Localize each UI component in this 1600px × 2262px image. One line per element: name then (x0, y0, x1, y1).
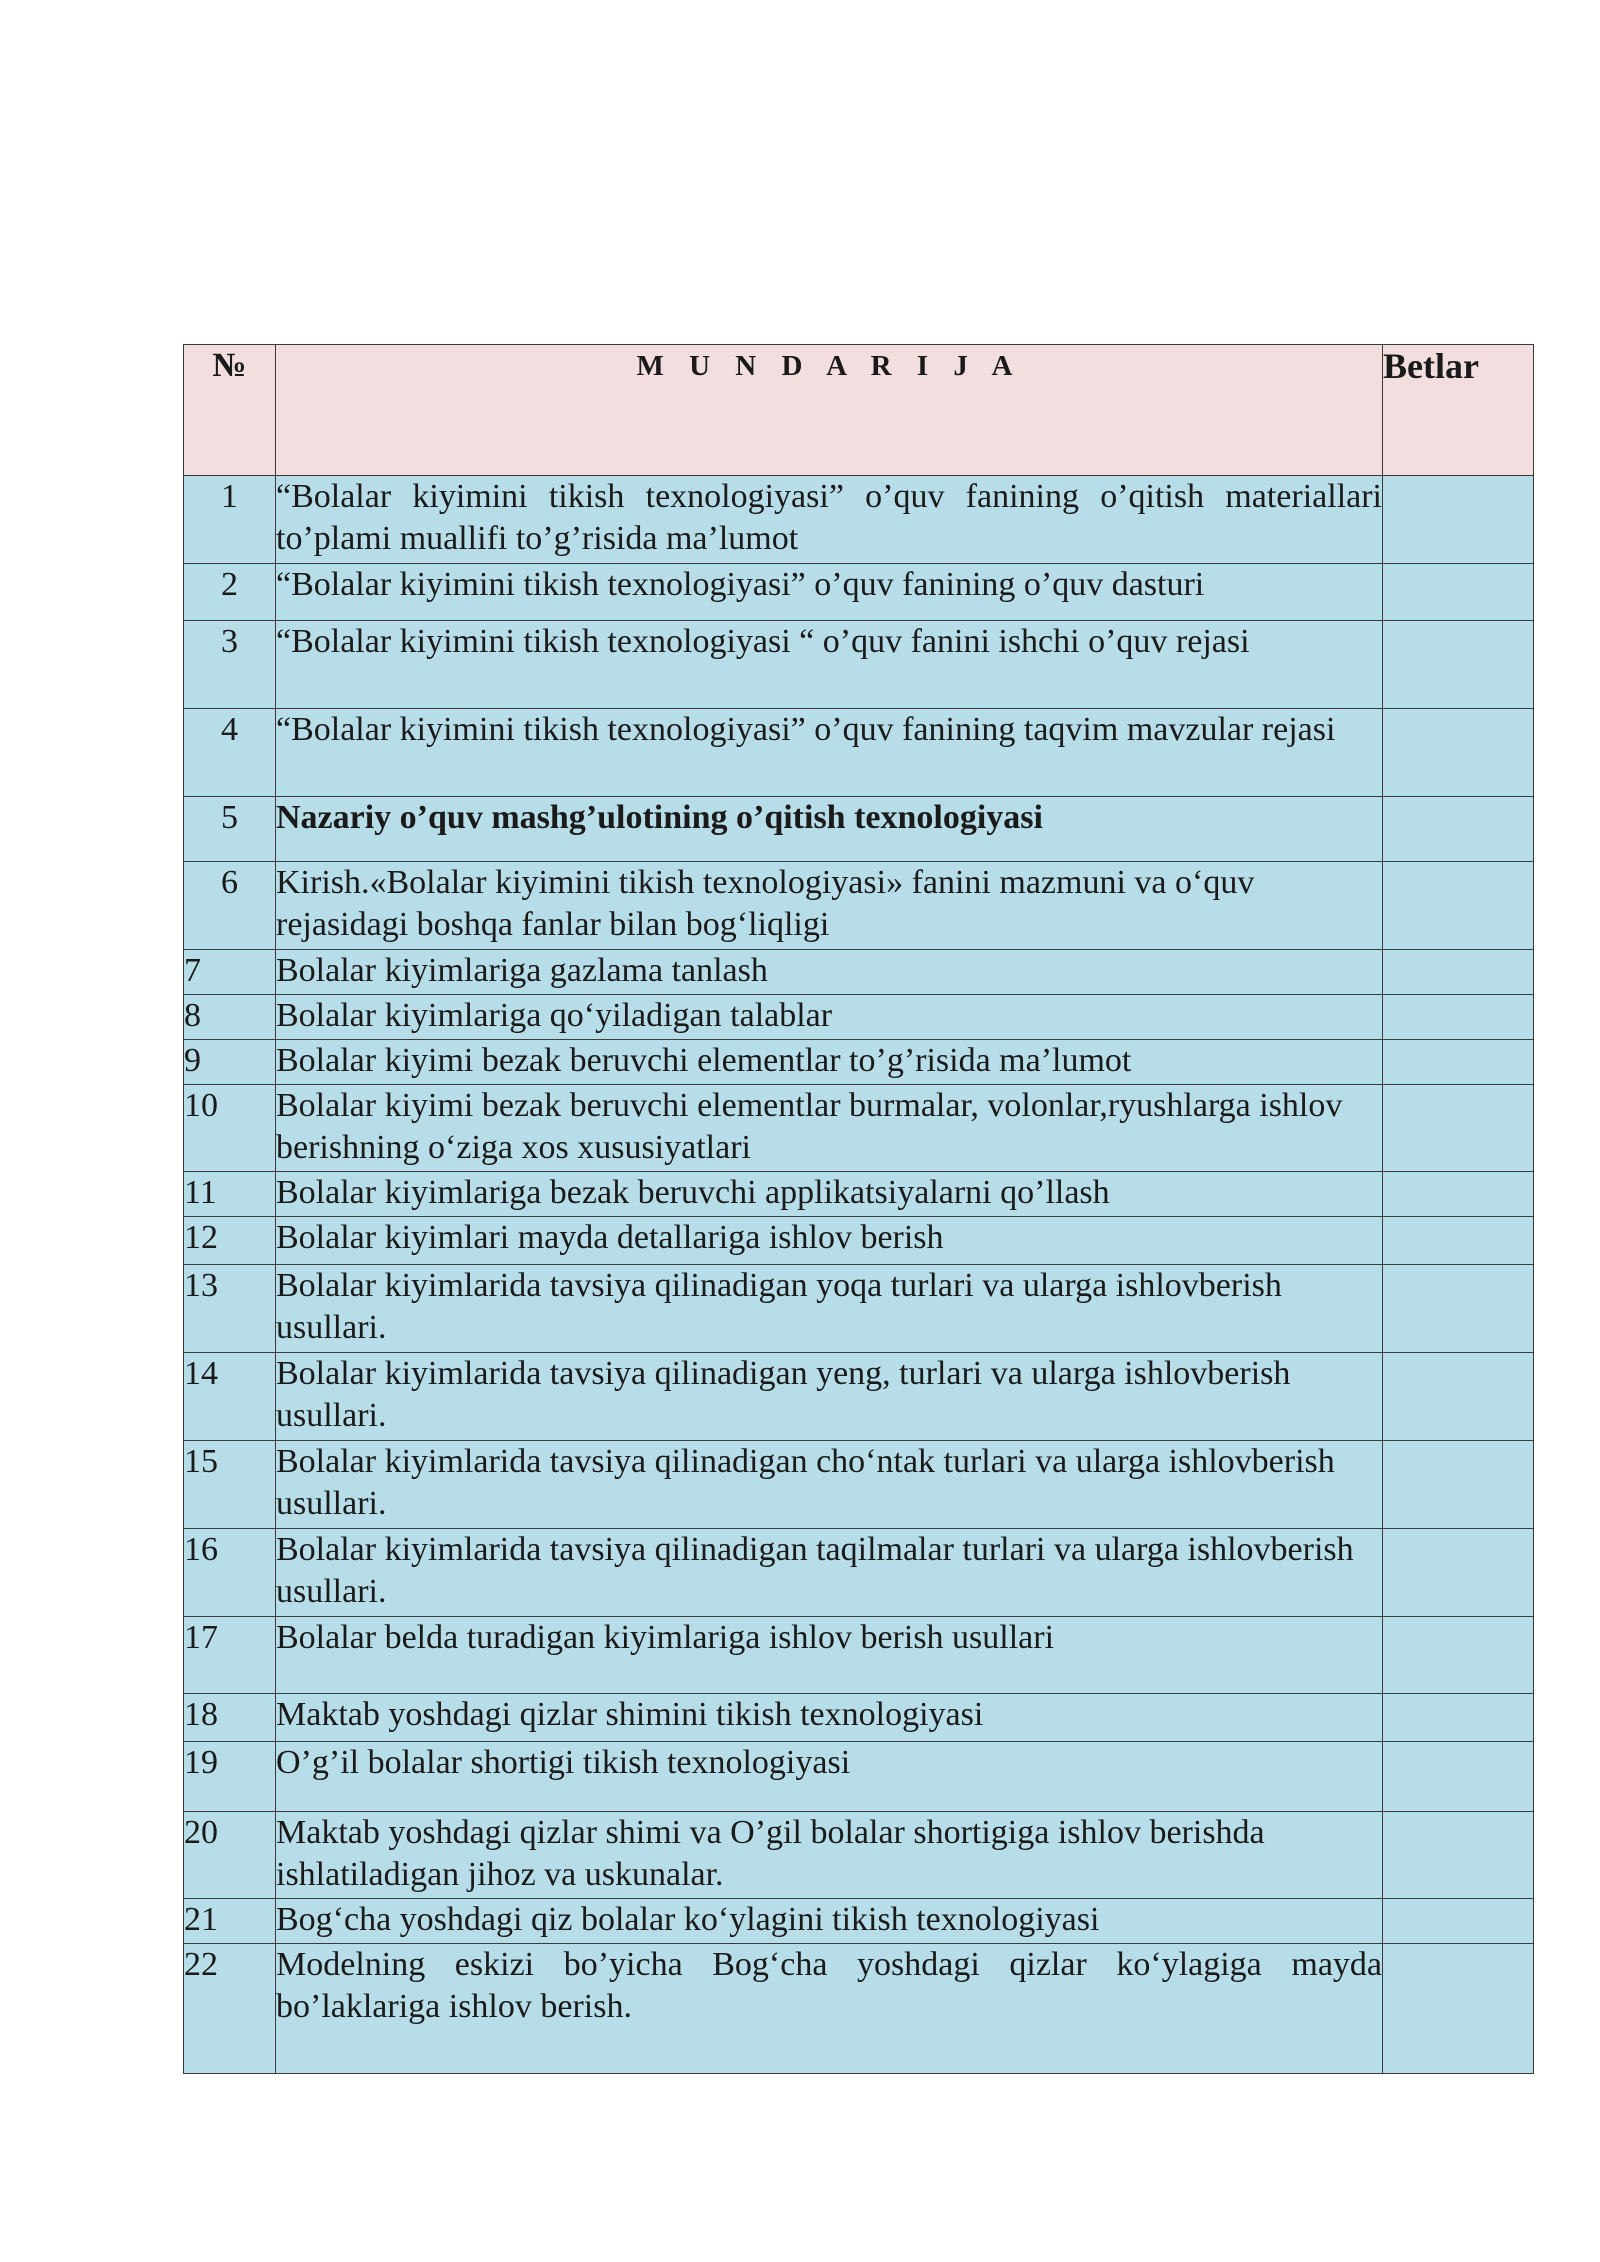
row-title: “Bolalar kiyimini tikish texnologiyasi “ o’quv fanini ishchi o’quv rejasi (276, 621, 1383, 709)
row-title: Bolalar kiyimi bezak beruvchi elementlar to’g’risida ma’lumot (276, 1040, 1383, 1085)
page-cell (1383, 1265, 1534, 1353)
row-number: 20 (184, 1812, 276, 1899)
row-title: Bolalar belda turadigan kiyimlariga ishlov berish usullari (276, 1617, 1383, 1694)
row-title: Bog‘cha yoshdagi qiz bolalar ko‘ylagini tikish texnologiyasi (276, 1899, 1383, 1944)
row-title: Maktab yoshdagi qizlar shimi va O’gil bolalar shortigiga ishlov berishda ishlatiladigan jihoz va uskunalar. (276, 1812, 1383, 1899)
row-title: Bolalar kiyimlariga gazlama tanlash (276, 950, 1383, 995)
page-cell (1383, 1694, 1534, 1742)
row-number: 16 (184, 1529, 276, 1617)
table-row (184, 1529, 1534, 1617)
table-row (184, 1353, 1534, 1441)
table-row (184, 709, 1534, 797)
page-cell (1383, 1217, 1534, 1265)
row-number: 6 (184, 862, 276, 950)
table-row (184, 797, 1534, 862)
page-cell (1383, 564, 1534, 621)
page-cell (1383, 995, 1534, 1040)
row-number: 4 (184, 709, 276, 797)
page-cell (1383, 1353, 1534, 1441)
row-number: 17 (184, 1617, 276, 1694)
page-cell (1383, 1944, 1534, 2074)
table-row (184, 950, 1534, 995)
page-cell (1383, 1040, 1534, 1085)
page-cell (1383, 1441, 1534, 1529)
page-cell (1383, 476, 1534, 564)
row-number: 19 (184, 1742, 276, 1812)
row-number: 1 (184, 476, 276, 564)
row-title: Kirish.«Bolalar kiyimini tikish texnologiyasi» fanini mazmuni va o‘quv rejasidagi boshqa fanlar bilan bog‘liqligi (276, 862, 1383, 950)
page-cell (1383, 797, 1534, 862)
row-title: Bolalar kiyimlari mayda detallariga ishlov berish (276, 1217, 1383, 1265)
row-number: 13 (184, 1265, 276, 1353)
row-title: O’g’il bolalar shortigi tikish texnologiyasi (276, 1742, 1383, 1812)
row-number: 5 (184, 797, 276, 862)
page-cell (1383, 1899, 1534, 1944)
table-row (184, 1172, 1534, 1217)
page-cell (1383, 1529, 1534, 1617)
table-row (184, 1085, 1534, 1172)
table-row (184, 995, 1534, 1040)
page-cell (1383, 1617, 1534, 1694)
table-header-row (184, 345, 1534, 476)
row-title: Bolalar kiyimi bezak beruvchi elementlar burmalar, volonlar,ryushlarga ishlov berishning o‘ziga xos xususiyatlari (276, 1085, 1383, 1172)
page-cell (1383, 1812, 1534, 1899)
contents-heading: M U N D A R I J A (276, 345, 1383, 476)
page-cell (1383, 1742, 1534, 1812)
row-number: 12 (184, 1217, 276, 1265)
page-cell (1383, 950, 1534, 995)
row-title: Bolalar kiyimlariga bezak beruvchi applikatsiyalarni qo’llash (276, 1172, 1383, 1217)
table-row (184, 1812, 1534, 1899)
row-number: 21 (184, 1899, 276, 1944)
row-number: 2 (184, 564, 276, 621)
row-number: 7 (184, 950, 276, 995)
table-row (184, 862, 1534, 950)
table-row (184, 1694, 1534, 1742)
row-title: Nazariy o’quv mashg’ulotining o’qitish texnologiyasi (276, 797, 1383, 862)
row-number: 9 (184, 1040, 276, 1085)
page-cell (1383, 709, 1534, 797)
row-title: “Bolalar kiyimini tikish texnologiyasi” o’quv fanining o’quv dasturi (276, 564, 1383, 621)
row-number: 14 (184, 1353, 276, 1441)
table-row (184, 1944, 1534, 2074)
row-number: 11 (184, 1172, 276, 1217)
table-row (184, 1217, 1534, 1265)
row-title: Bolalar kiyimlarida tavsiya qilinadigan taqilmalar turlari va ularga ishlovberish usullari. (276, 1529, 1383, 1617)
row-title: Modelning eskizi bo’yicha Bog‘cha yoshdagi qizlar ko‘ylagiga mayda bo’laklariga ishlov berish. (276, 1944, 1383, 2074)
pages-column-header: Betlar (1383, 345, 1534, 476)
table-row (184, 1040, 1534, 1085)
page-cell (1383, 1172, 1534, 1217)
page-cell (1383, 1085, 1534, 1172)
contents-table (183, 344, 1534, 2074)
row-title: Bolalar kiyimlarida tavsiya qilinadigan yeng, turlari va ularga ishlovberish usullari. (276, 1353, 1383, 1441)
table-row (184, 1899, 1534, 1944)
number-column-header: № (184, 345, 276, 476)
row-title: “Bolalar kiyimini tikish texnologiyasi” o’quv fanining o’qitish materiallari to’plami muallifi to’g’risida ma’lumot (276, 476, 1383, 564)
page-cell (1383, 862, 1534, 950)
table-row (184, 476, 1534, 564)
row-title: Bolalar kiyimlarida tavsiya qilinadigan yoqa turlari va ularga ishlovberish usullari. (276, 1265, 1383, 1353)
row-title: Maktab yoshdagi qizlar shimini tikish texnologiyasi (276, 1694, 1383, 1742)
table-row (184, 1441, 1534, 1529)
table-row (184, 621, 1534, 709)
table-row (184, 1617, 1534, 1694)
row-title: “Bolalar kiyimini tikish texnologiyasi” o’quv fanining taqvim mavzular rejasi (276, 709, 1383, 797)
row-title: Bolalar kiyimlarida tavsiya qilinadigan cho‘ntak turlari va ularga ishlovberish usullari. (276, 1441, 1383, 1529)
table-row (184, 1265, 1534, 1353)
table-row (184, 564, 1534, 621)
row-title: Bolalar kiyimlariga qo‘yiladigan talablar (276, 995, 1383, 1040)
page-cell (1383, 621, 1534, 709)
row-number: 8 (184, 995, 276, 1040)
row-number: 18 (184, 1694, 276, 1742)
row-number: 10 (184, 1085, 276, 1172)
table-row (184, 1742, 1534, 1812)
row-number: 15 (184, 1441, 276, 1529)
row-number: 22 (184, 1944, 276, 2074)
row-number: 3 (184, 621, 276, 709)
